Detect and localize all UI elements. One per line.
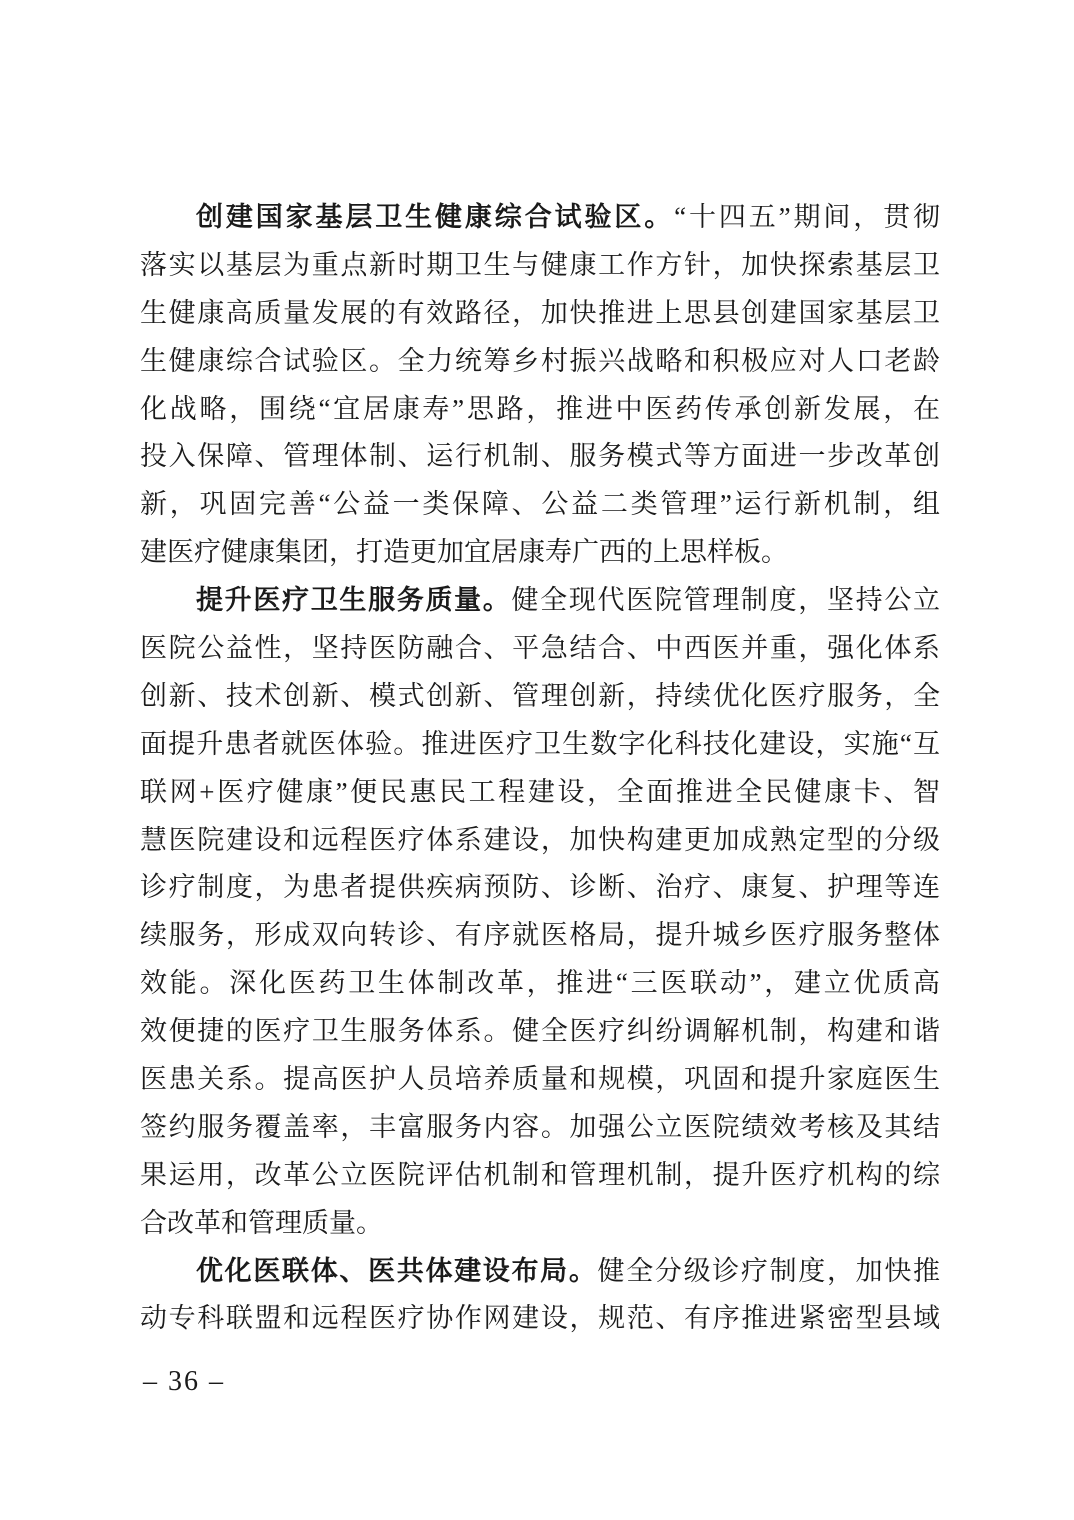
text-line <box>140 1056 940 1104</box>
text-run: 果运用，改革公立医院评估机制和管理机制，提升医疗机构的综 <box>140 1159 940 1190</box>
text-line <box>140 386 940 434</box>
text-run: 生健康高质量发展的有效路径，加快推进上思县创建国家基层卫 <box>140 297 940 328</box>
text-line <box>140 1008 940 1056</box>
text-run: 健全现代医院管理制度，坚持公立 <box>511 585 941 616</box>
text-run: 医患关系。提高医护人员培养质量和规模，巩固和提升家庭医生 <box>140 1064 940 1095</box>
text-run: 续服务，形成双向转诊、有序就医格局，提升城乡医疗服务整体 <box>140 920 940 951</box>
text-line <box>140 194 940 242</box>
text-run: 医院公益性，坚持医防融合、平急结合、中西医并重，强化体系 <box>140 633 940 664</box>
text-line <box>140 721 940 769</box>
text-run: 建医疗健康集团，打造更加宜居康寿广西的上思样板。 <box>140 537 788 568</box>
text-run: 联网+医疗健康”便民惠民工程建设，全面推进全民健康卡、智 <box>140 776 940 807</box>
text-line <box>140 242 940 290</box>
text-run: 投入保障、管理体制、运行机制、服务模式等方面进一步改革创 <box>140 441 940 472</box>
text-line <box>140 1200 940 1248</box>
text-line <box>140 433 940 481</box>
paragraph-lead-text: 提升医疗卫生服务质量。 <box>196 585 512 616</box>
text-run: 化战略，围绕“宜居康寿”思路，推进中医药传承创新发展，在 <box>140 393 940 424</box>
text-line <box>140 1152 940 1200</box>
paragraph-lead-text: 创建国家基层卫生健康综合试验区。 <box>196 202 675 232</box>
text-run: 落实以基层为重点新时期卫生与健康工作方针，加快探索基层卫 <box>140 249 940 280</box>
text-line <box>140 864 940 912</box>
text-line <box>140 960 940 1008</box>
text-run: “十四五”期间，贯彻 <box>674 202 941 232</box>
text-run: 动专科联盟和远程医疗协作网建设，规范、有序推进紧密型县域 <box>140 1303 940 1334</box>
text-run: 创新、技术创新、模式创新、管理创新，持续优化医疗服务，全 <box>140 680 940 711</box>
text-run: 签约服务覆盖率，丰富服务内容。加强公立医院绩效考核及其结 <box>140 1111 940 1142</box>
paragraph-lead-text: 优化医联体、医共体建设布局。 <box>196 1255 598 1286</box>
text-line <box>140 673 940 721</box>
text-line <box>140 481 940 529</box>
text-run: 效便捷的医疗卫生服务体系。健全医疗纠纷调解机制，构建和谐 <box>140 1016 940 1047</box>
text-line <box>140 769 940 817</box>
text-line <box>140 1104 940 1152</box>
text-run: 健全分级诊疗制度，加快推 <box>597 1255 941 1286</box>
text-line <box>140 912 940 960</box>
text-run: 新，巩固完善“公益一类保障、公益二类管理”运行新机制，组 <box>140 489 940 520</box>
text-line <box>140 529 940 577</box>
text-run: 诊疗制度，为患者提供疾病预防、诊断、治疗、康复、护理等连 <box>140 872 940 903</box>
text-run: 慧医院建设和远程医疗体系建设，加快构建更加成熟定型的分级 <box>140 824 940 855</box>
document-body <box>140 194 940 1343</box>
text-run: 生健康综合试验区。全力统筹乡村振兴战略和积极应对人口老龄 <box>140 345 940 376</box>
text-line <box>140 577 940 625</box>
text-line <box>140 1295 940 1343</box>
text-run: 效能。深化医药卫生体制改革，推进“三医联动”，建立优质高 <box>140 968 940 999</box>
text-line <box>140 290 940 338</box>
text-run: 合改革和管理质量。 <box>140 1207 383 1238</box>
text-run: 面提升患者就医体验。推进医疗卫生数字化科技化建设，实施“互 <box>140 728 940 759</box>
page-number: – 36 – <box>143 1366 225 1397</box>
text-line <box>140 1248 940 1296</box>
text-line <box>140 338 940 386</box>
text-line <box>140 625 940 673</box>
text-line <box>140 817 940 865</box>
